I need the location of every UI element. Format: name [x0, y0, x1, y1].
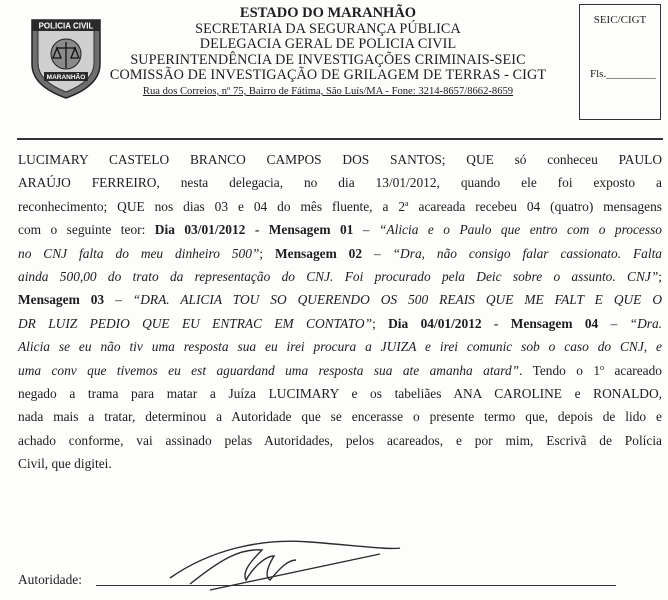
body-line: nada mais a tratar, determinou a Autoridade que se encerasse o presente termo que, depois de lido e	[18, 409, 662, 425]
superintendency-name: SUPERINTENDÊNCIA DE INVESTIGAÇÕES CRIMINAIS-SEIC	[130, 51, 526, 68]
body-line: Mensagem 03 – “DRA. ALICIA TOU SO QUERENDO OS 500 REAIS QUE ME FALT E QUE O	[18, 292, 663, 308]
signature-label: Autoridade:	[18, 572, 82, 587]
body-line: com o seguinte teor: Dia 03/01/2012 - Mensagem 01 – “Alicia e o Paulo que entro com o processo	[18, 222, 662, 238]
body-line: uma conv que tivemos eu est aguardand uma resposta sua ate amanha atard”. Tendo o 1$^o$ acareado	[18, 362, 663, 378]
document-body	[18, 148, 662, 476]
page-stamp-box	[579, 4, 661, 120]
body-line: ainda 500,00 do trato da representação do CNJ. Foi procurado pela Deic sobre o assunto. CNJ”;	[18, 269, 662, 285]
signature-rule	[96, 585, 616, 586]
folio-label: Fls.	[590, 68, 607, 80]
body-line: LUCIMARY CASTELO BRANCO CAMPOS DOS SANTOS; QUE só conheceu PAULO	[18, 152, 662, 167]
body-line: DR LUIZ PEDIO QUE EU ENTRAC EM CONTATO”; Dia 04/01/2012 - Mensagem 04 – “Dra.	[18, 315, 663, 331]
state-name: ESTADO DO MARANHÃO	[239, 5, 417, 21]
body-line: reconhecimento; QUE nos dias 03 e 04 do mês fluente, a 2$^a$ acareada recebeu 04 (quatro) mensagens	[18, 198, 662, 214]
signature-line	[18, 572, 618, 588]
seal-top-text: POLICIA CIVIL	[38, 21, 94, 31]
secretariat-name: SECRETARIA DA SEGURANÇA PÚBLICA	[195, 20, 461, 37]
delegacia-name: DELEGACIA GERAL DE POLICIA CIVIL	[199, 36, 457, 53]
commission-name: COMISSÃO DE INVESTIGAÇÃO DE GRILAGEM DE TERRAS - CIGT	[109, 67, 547, 84]
body-line: negado a trama para matar a Juíza LUCIMARY e os tabeliães ANA CAROLINE e RONALDO,	[18, 386, 662, 402]
header-divider	[17, 138, 663, 140]
body-line: ARAÚJO FERREIRO, nesta delegacia, no dia 13/01/2012, quando ele foi exposto a	[18, 175, 662, 191]
policia-civil-seal	[26, 14, 106, 100]
letterhead	[108, 6, 548, 100]
body-line: Civil, que digitei.	[18, 456, 112, 472]
body-line: Alicia se eu não tiv uma resposta sua eu irei procura a JUIZA e irei comunic sob o caso do CNJ, e	[18, 339, 662, 355]
folio-field: Fls._________	[590, 68, 656, 80]
seal-bottom-text: MARANHÃO	[46, 74, 86, 81]
body-line: no CNJ falta do meu dinheiro 500”; Mensagem 02 – “Dra, não consigo falar cassionato. Falta	[18, 245, 662, 261]
address: Rua dos Correios, nº 75, Bairro de Fátima, São Luís/MA - Fone: 3214-8657/8662-8659	[142, 85, 514, 97]
stamp-code: SEIC/CIGT	[593, 14, 647, 26]
body-line: achado conforme, vai assinado pelas Autoridades, pelos acareados, e por mim, Escrivã de Polícia	[18, 432, 662, 448]
